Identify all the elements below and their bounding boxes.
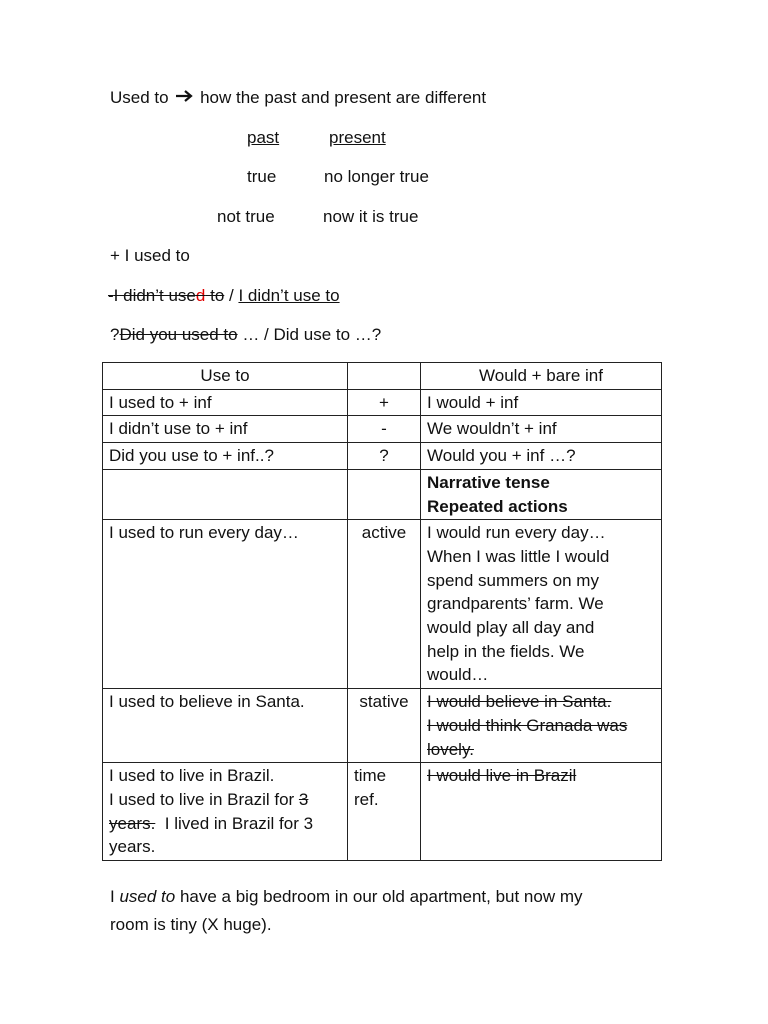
row2-present: now it is true <box>323 207 419 226</box>
heading <box>110 87 486 109</box>
repeated-actions-label: Repeated actions <box>427 496 568 516</box>
cell-line <box>109 812 341 836</box>
cell-marker: ? <box>348 443 421 470</box>
question-wrong: Did you used to <box>119 325 238 344</box>
cell-use-to: I didn’t use to + inf <box>103 416 348 443</box>
question-prefix: ? <box>110 325 120 344</box>
cell-line: I would run every day… <box>427 523 606 543</box>
cell-line: would play all day and <box>427 618 595 638</box>
negative-wrong <box>108 286 224 305</box>
cell-text: I lived in Brazil for 3 <box>155 813 314 833</box>
table-row <box>103 416 662 443</box>
cell-text-struck: 3 <box>298 789 309 809</box>
header-would: Would + bare inf <box>421 363 662 390</box>
table-row <box>103 469 662 519</box>
negative-form <box>108 285 340 307</box>
cell-line: time <box>354 766 387 786</box>
header-use-to: Use to <box>103 363 348 390</box>
cell-line: spend summers on my <box>427 570 599 590</box>
heading-term: Used to <box>110 88 169 107</box>
negative-correct: I didn’t use to <box>238 286 340 305</box>
cell-marker: + <box>348 389 421 416</box>
cell-marker: stative <box>348 689 421 763</box>
example-emphasis: used to <box>119 887 176 906</box>
question-form <box>110 324 381 346</box>
cell-marker: active <box>348 520 421 689</box>
narrative-tense-label: Narrative tense <box>427 472 550 492</box>
row1-present: no longer true <box>324 167 429 186</box>
cell-would: Would you + inf …? <box>421 443 662 470</box>
cell-line-struck: lovely. <box>427 739 474 759</box>
table-row <box>103 763 662 861</box>
cell-line: grandparents’ farm. We <box>427 594 604 614</box>
cell-use-to <box>103 469 348 519</box>
cell-marker <box>348 469 421 519</box>
col-present-label: present <box>329 128 386 147</box>
cell-line: would… <box>427 665 489 685</box>
negative-wrong-highlight: d <box>195 286 206 305</box>
row2-past: not true <box>217 207 275 226</box>
cell-text: I used to live in Brazil for <box>109 789 299 809</box>
example-text: room is tiny (X huge). <box>110 915 272 934</box>
heading-description: how the past and present are different <box>200 88 487 107</box>
table-row <box>103 443 662 470</box>
table-row <box>103 689 662 763</box>
example-text: have a big bedroom in our old apartment, but now my <box>175 887 583 906</box>
cell-would: I would + inf <box>421 389 662 416</box>
example-paragraph <box>110 883 670 939</box>
negative-wrong-a: I didn’t use <box>113 286 196 305</box>
question-rest: … / Did use to …? <box>237 325 382 344</box>
cell-use-to: I used to believe in Santa. <box>103 689 348 763</box>
negative-separator: / <box>224 286 239 305</box>
example-text: I <box>110 887 120 906</box>
cell-marker: - <box>348 416 421 443</box>
col-past-label: past <box>247 128 280 147</box>
cell-use-to: Did you use to + inf..? <box>103 443 348 470</box>
cell-line-struck: I would believe in Santa. <box>427 692 612 712</box>
cell-would: We wouldn’t + inf <box>421 416 662 443</box>
negative-wrong-c: to <box>205 286 225 305</box>
cell-line: When I was little I would <box>427 546 610 566</box>
cell-use-to <box>103 763 348 861</box>
table-header-row <box>103 363 662 390</box>
cell-line: I used to live in Brazil. <box>109 766 275 786</box>
table-row <box>103 389 662 416</box>
cell-would <box>421 469 662 519</box>
cell-use-to: I used to + inf <box>103 389 348 416</box>
cell-line: years. <box>109 837 156 857</box>
cell-line: ref. <box>354 789 379 809</box>
cell-text-struck: years. <box>109 813 156 833</box>
cell-would <box>421 763 662 861</box>
negative-prefix: - <box>108 286 114 305</box>
cell-would <box>421 689 662 763</box>
comparison-table <box>102 362 662 861</box>
table-row <box>103 520 662 689</box>
right-arrow-icon <box>173 87 195 109</box>
cell-would <box>421 520 662 689</box>
positive-form: + I used to <box>110 246 190 265</box>
cell-line: help in the fields. We <box>427 641 585 661</box>
cell-line <box>109 788 341 812</box>
cell-marker <box>348 763 421 861</box>
row1-past: true <box>247 167 277 186</box>
cell-use-to: I used to run every day… <box>103 520 348 689</box>
cell-line-struck: I would think Granada was <box>427 715 628 735</box>
header-middle <box>348 363 421 390</box>
cell-line-struck: I would live in Brazil <box>427 766 577 786</box>
